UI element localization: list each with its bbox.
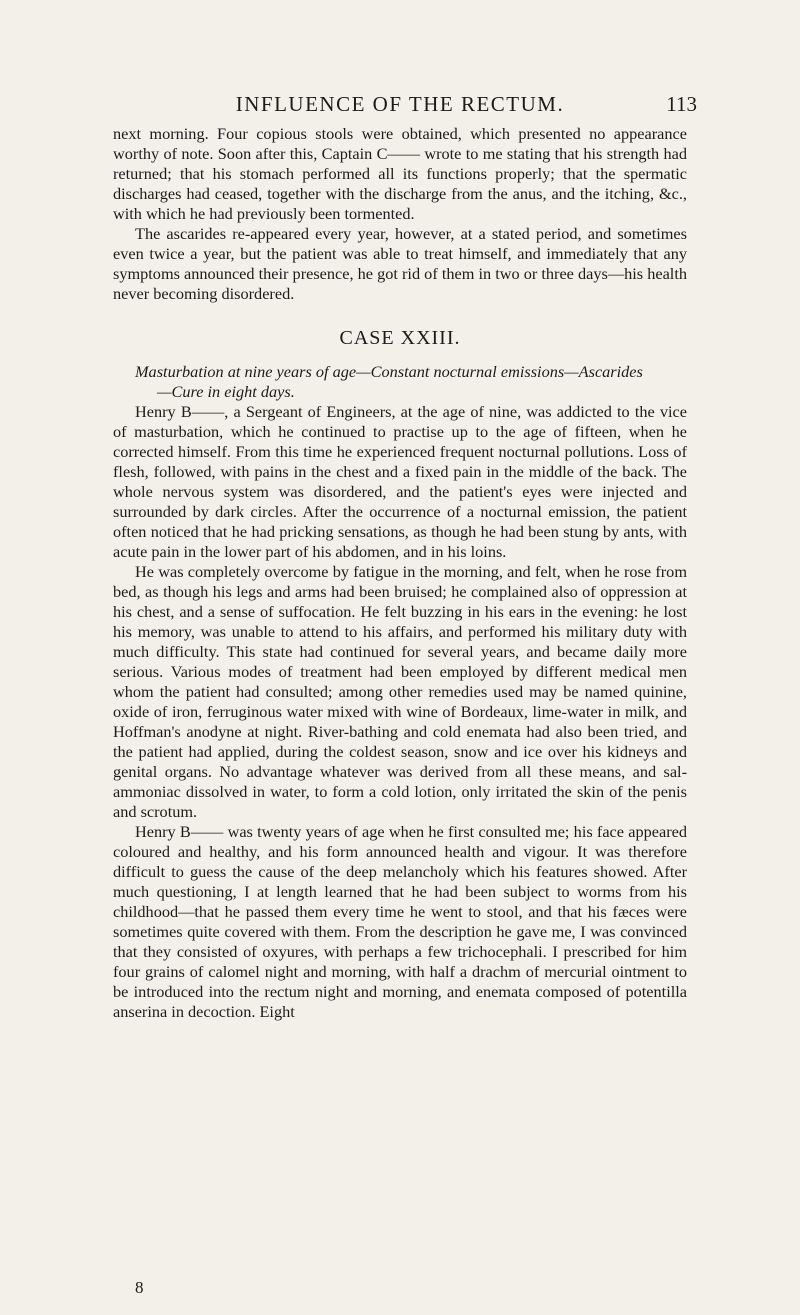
page-number: 113 [666,92,697,116]
body-text [113,124,687,1022]
paragraph: He was completely overcome by fatigue in the morning, and felt, when he rose from bed, as though his legs and arms had been bruised; he complained also of oppression at his chest, and a sense of suffocation. He felt buzzing in his ears in the evening: he lost his memory, was unable to attend to his affairs, and performed his military duty with much difficulty. This state had continued for several years, and became daily more serious. Various modes of treatment had been employed by different medical men whom the patient had consulted; among other remedies used may be named quinine, oxide of iron, ferruginous water mixed with wine of Bordeaux, lime-water in milk, and Hoffman's anodyne at night. River-bathing and cold enemata had also been tried, and the patient had applied, during the coldest season, snow and ice over his kidneys and genital organs. No advantage whatever was derived from all these means, and sal-ammoniac dissolved in water, to form a cold lotion, only irritated the skin of the penis and scrotum. [113,562,687,821]
paragraph: Henry B—— was twenty years of age when he first consulted me; his face appeared coloured and healthy, and his form announced health and vigour. It was therefore difficult to guess the cause of the deep melancholy which his features showed. After much questioning, I at length learned that he had been subject to worms from his childhood—that he passed them every time he went to stool, and that his fæces were sometimes quite covered with them. From the description he gave me, I was convinced that they consisted of oxyures, with perhaps a few trichocephali. I prescribed for him four grains of calomel night and morning, with half a drachm of mercurial ointment to be introduced into the rectum night and morning, and enemata composed of potentilla anserina in decoction. Eight [113,822,687,1021]
running-title: INFLUENCE OF THE RECTUM. [235,92,565,116]
signature-mark: 8 [135,1278,144,1297]
paragraph: next morning. Four copious stools were obtained, which presented no appearance worthy of note. Soon after this, Captain C—— wrote to me stating that his strength had returned; that his stomach performed all its functions properly; that the spermatic discharges had ceased, together with the discharge from the anus, and the itching, &c., with which he had previously been tormented. [113,124,687,223]
case-subtitle [113,362,687,402]
paragraph: The ascarides re-appeared every year, however, at a stated period, and sometimes even twice a year, but the patient was able to treat himself, and immediately that any symptoms announced their presence, he got rid of them in two or three days—his health never becoming disordered. [113,224,687,303]
case-subtitle-line2: —Cure in eight days. [157,382,295,401]
case-heading: CASE XXIII. [339,327,461,349]
case-subtitle-line1: Masturbation at nine years of age—Constant nocturnal emissions—Ascarides [135,362,643,381]
page-header [0,92,800,116]
paragraph: Henry B——, a Sergeant of Engineers, at the age of nine, was addicted to the vice of masturbation, which he continued to practise up to the age of fifteen, when he corrected himself. From this time he experienced frequent nocturnal pollutions. Loss of flesh, followed, with pains in the chest and a fixed pain in the middle of the back. The whole nervous system was disordered, and the patient's eyes were injected and surrounded by dark circles. After the occurrence of a nocturnal emission, the patient often noticed that he had pricking sensations, as though he had been stung by ants, with acute pain in the lower part of his abdomen, and in his loins. [113,402,687,561]
